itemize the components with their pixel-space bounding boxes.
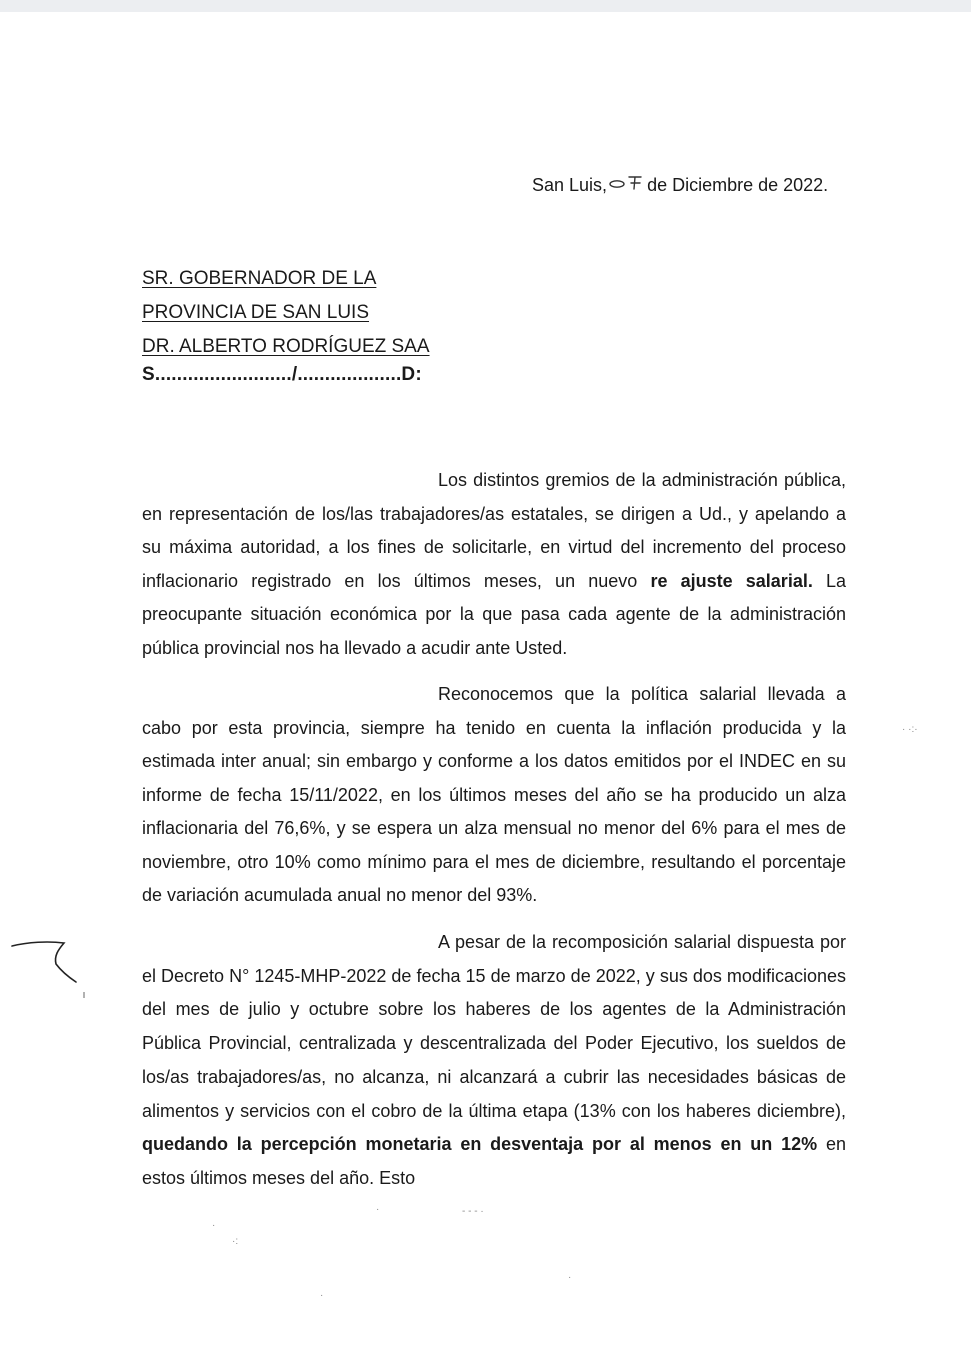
- handwritten-day-mark: [607, 174, 647, 194]
- date-rest: de Diciembre de 2022.: [647, 175, 829, 195]
- scan-speck: ·: [320, 1290, 324, 1301]
- paragraph-3-bold: quedando la percepción monetaria en desventaja por al menos en un 12%: [142, 1134, 818, 1155]
- paragraph-1-text-a: Los distintos gremios de la administración pública, en representación de los/las trabajadores/as estatales, se dirigen a Ud., y apelando a su máxima autoridad, a los fines de solicitarle, en virtud del incremento del proceso inflacionario registrado en los últimos meses, un nuevo: [142, 470, 846, 591]
- paragraph-2-text: Reconocemos que la política salarial llevada a cabo por esta provincia, siempre ha tenido en cuenta la inflación producida y la estimada inter anual; sin embargo y conforme a los datos emitidos por el INDEC en su informe de fecha 15/11/2022, en los últimos meses del año se ha producido un alza inflacionaria del 76,6%, y se espera un alza mensual no menor del 6% para el mes de noviembre, otro 10% como mínimo para el mes de diciembre, resultando el porcentaje de variación acumulada anual no menor del 93%.: [142, 684, 846, 905]
- scan-speck: ·: [212, 1220, 216, 1231]
- scan-top-border: [0, 0, 971, 12]
- scan-speck: ·:: [232, 1236, 239, 1247]
- paragraph-3-text-b: en estos últimos meses del año. Esto: [142, 1134, 846, 1188]
- scan-speck: ‑ ‑ ‑ ·: [462, 1206, 484, 1217]
- scan-speck: · ·:·: [902, 724, 918, 735]
- paragraph-3-text-a: A pesar de la recomposición salarial dispuesta por el Decreto N° 1245-MHP-2022 de fecha 15 de marzo de 2022, y sus dos modificaciones del mes de julio y octubre sobre los haberes de los agentes de la Administración Pública Provincial, centralizada y descentralizada del Poder Ejecutivo, los sueldos de los/as trabajadores/as, no alcanza, ni alcanzará a cubrir las necesidades básicas de alimentos y servicios con el cobro de la última etapa (13% con los haberes diciembre),: [142, 932, 846, 1121]
- addressee-line-1: SR. GOBERNADOR DE LA: [142, 268, 377, 289]
- paragraph-2: [142, 678, 846, 913]
- date-place: San Luis,: [532, 175, 608, 195]
- addressee-block: [142, 262, 430, 364]
- letter-date: [532, 174, 828, 196]
- scan-speck: ·: [376, 1204, 380, 1215]
- paragraph-1-text-b: La preocupante situación económica por la que pasa cada agente de la administración pública provincial nos ha llevado a acudir ante Usted.: [142, 570, 846, 658]
- scan-speck: ·: [568, 1272, 572, 1283]
- paragraph-1-bold: re ajuste salarial.: [650, 570, 813, 591]
- handwritten-margin-mark: [8, 936, 92, 1008]
- salutation: S........................./...................D:: [142, 364, 422, 385]
- addressee-line-3: DR. ALBERTO RODRÍGUEZ SAA: [142, 336, 430, 357]
- paragraph-1: [142, 464, 846, 665]
- paragraph-3: [142, 926, 846, 1196]
- addressee-line-2: PROVINCIA DE SAN LUIS: [142, 302, 370, 323]
